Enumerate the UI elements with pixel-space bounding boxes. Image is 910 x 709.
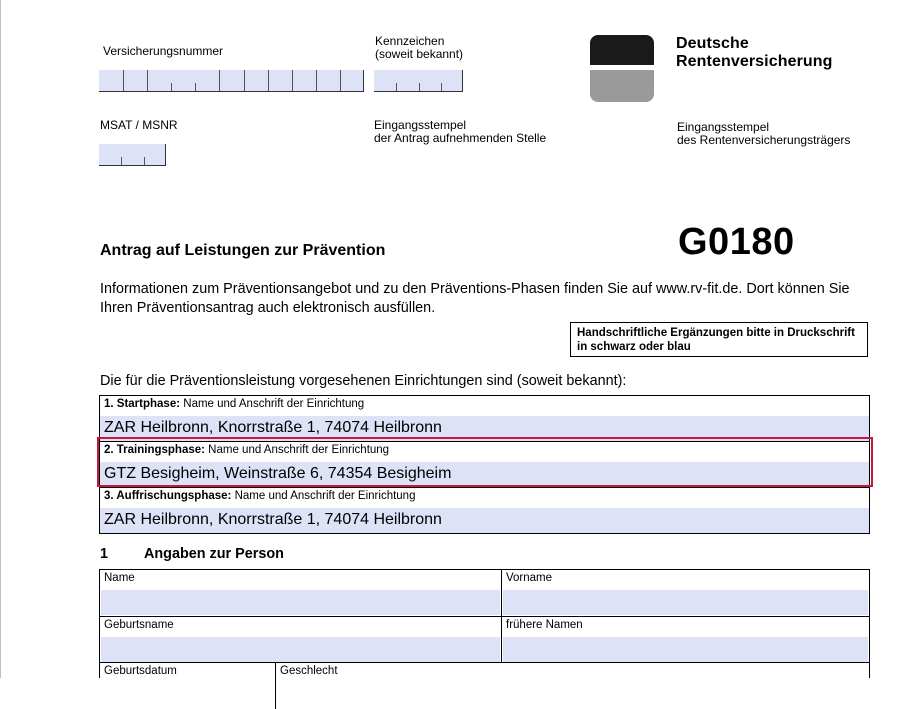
stamp-receiving-label: Eingangsstempel der Antrag aufnehmenden Stelle <box>374 118 547 145</box>
facilities-table <box>99 395 870 534</box>
reference-label: Kennzeichen (soweit bekannt) <box>375 34 464 61</box>
geschlecht-cell <box>276 663 869 709</box>
name-cell <box>100 570 502 616</box>
section-heading: 1 Angaben zur Person <box>100 546 284 562</box>
geburtsname-input[interactable] <box>101 637 500 662</box>
facility-row-refresher <box>100 487 869 533</box>
geburtsname-cell <box>100 617 502 663</box>
stamp-insurer-label: Eingangsstempel des Rentenversicherungsträgers <box>677 120 851 147</box>
reference-field[interactable] <box>374 70 463 92</box>
geburtsdatum-label[interactable]: Geburtsdatum <box>104 665 177 677</box>
facility-label: 3. Auffrischungsphase: Name und Anschrift der Einrichtung <box>104 490 416 502</box>
vorname-label: Vorname <box>506 572 553 584</box>
facility-refresher-field[interactable] <box>100 508 869 533</box>
msat-label: MSAT / MSNR <box>100 118 178 132</box>
logo-text: Deutsche Rentenversicherung <box>676 35 833 70</box>
geburtsname-label: Geburtsname <box>104 619 174 631</box>
name-label: Name <box>104 572 135 584</box>
vorname-input[interactable] <box>503 590 868 615</box>
facility-start-value: ZAR Heilbronn, Knorrstraße 1, 74074 Heilbronn <box>104 419 442 436</box>
fruehere-namen-cell <box>502 617 869 663</box>
name-input[interactable] <box>101 590 500 615</box>
facilities-intro: Die für die Präventionsleistung vorgesehenen Einrichtungen sind (soweit bekannt): <box>100 373 627 389</box>
facility-training-value: GTZ Besigheim, Weinstraße 6, 74354 Besigheim <box>104 465 452 482</box>
geschlecht-label[interactable]: Geschlecht <box>280 665 338 677</box>
fruehere-namen-label: frühere Namen <box>506 619 583 631</box>
facility-row-training <box>100 441 869 487</box>
facility-training-field[interactable] <box>100 462 869 487</box>
insurance-number-label: Versicherungsnummer <box>103 44 224 58</box>
logo-mark-bottom <box>590 70 654 102</box>
facility-start-field[interactable] <box>100 416 869 441</box>
intro-text: Informationen zum Präventionsangebot und zu den Präventions-Phasen finden Sie auf www.rv-fit.de. Dort können Sie Ihren Präventionsantrag auch elektronisch ausfüllen. <box>100 281 850 316</box>
facility-label: 1. Startphase: Name und Anschrift der Einrichtung <box>104 398 365 410</box>
page-edge <box>0 0 1 678</box>
vorname-cell <box>502 570 869 616</box>
handwriting-notice: Handschriftliche Ergänzungen bitte in Druckschrift in schwarz oder blau <box>570 322 868 357</box>
facility-refresher-value: ZAR Heilbronn, Knorrstraße 1, 74074 Heilbronn <box>104 511 442 528</box>
geburtsdatum-cell <box>100 663 276 709</box>
fruehere-namen-input[interactable] <box>503 637 868 662</box>
insurance-number-field[interactable] <box>99 70 364 92</box>
logo-mark-top <box>590 35 654 65</box>
facility-label: 2. Trainingsphase: Name und Anschrift der Einrichtung <box>104 444 390 456</box>
form-title: Antrag auf Leistungen zur Prävention <box>100 242 386 259</box>
form-code: G0180 <box>678 221 795 263</box>
person-table <box>99 569 870 678</box>
msat-field[interactable] <box>99 144 166 166</box>
facility-row-start <box>100 396 869 441</box>
